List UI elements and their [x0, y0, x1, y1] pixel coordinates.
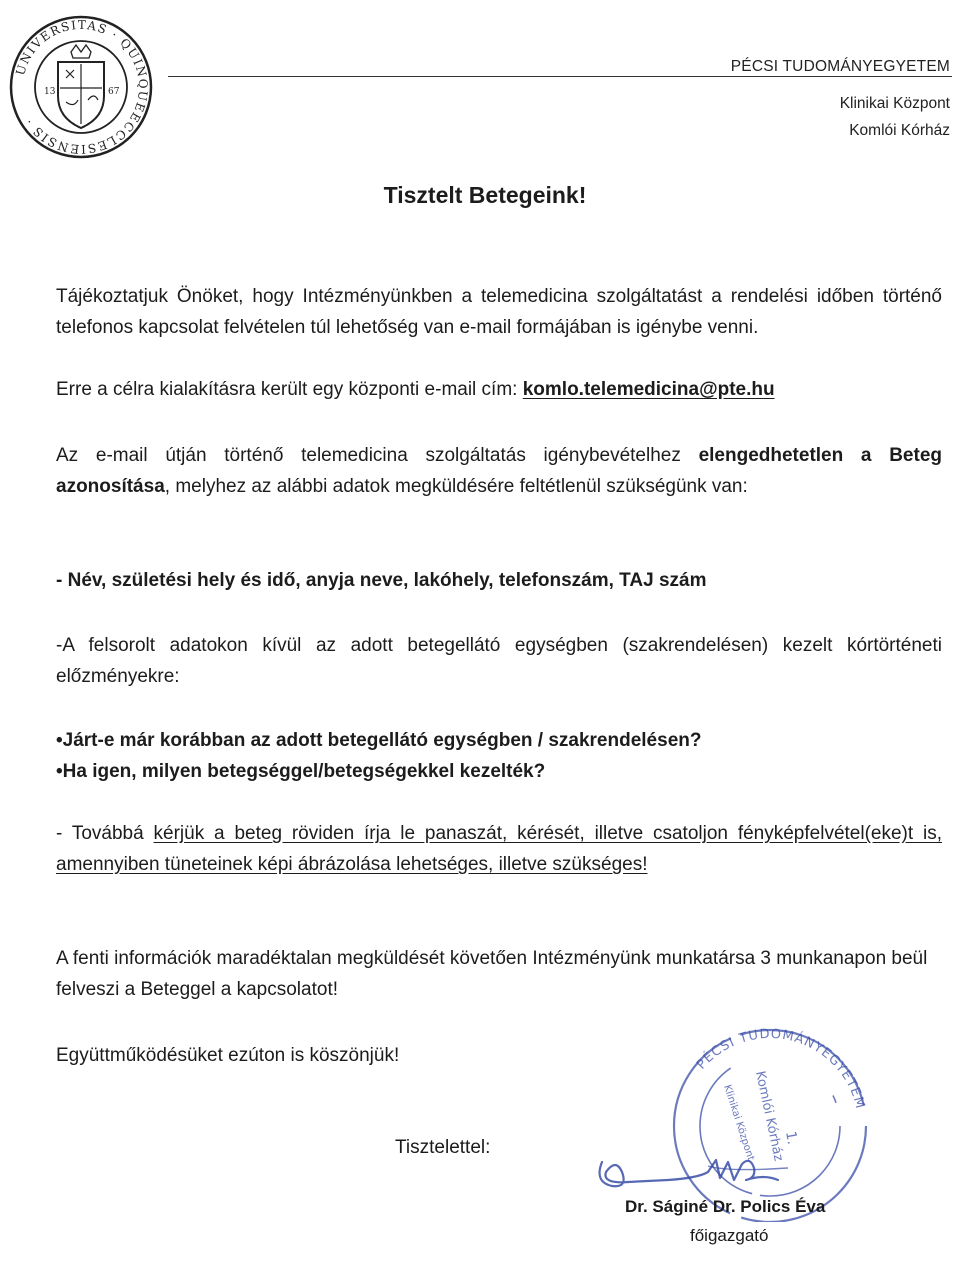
svg-text:13: 13 — [44, 87, 56, 97]
organization-name: PÉCSI TUDOMÁNYEGYETEM — [730, 58, 950, 75]
required-data-list: - Név, születési hely és idő, anyja neve, lakóhely, telefonszám, TAJ szám — [56, 570, 707, 591]
further-underlined: kérjük a beteg röviden írja le panaszát, kérését, illetve csatoljon fényképfelvétel(eke)t is, amennyiben tüneteinek képi ábrázolása lehetséges, illetve szükséges! — [56, 823, 942, 875]
closing-paragraph: A fenti információk maradéktalan megküldését követően Intézményünk munkatársa 3 munkanapon beül felveszi a Beteggel a kapcsolatot! — [56, 948, 928, 1000]
letter-title: Tisztelt Betegeink! — [383, 182, 587, 208]
svg-text:PÉCSI TUDOMÁNYEGYETEM: PÉCSI TUDOMÁNYEGYETEM — [693, 1026, 868, 1111]
requirement-bold: elengedhetetlen a Beteg azonosítása — [56, 445, 942, 497]
further-request — [56, 818, 942, 880]
email-line-text: Erre a célra kialakításra került egy központi e-mail cím: — [56, 379, 523, 400]
svg-text:Klinikai Központ: Klinikai Központ — [721, 1083, 757, 1163]
requirement-text-before: Az e-mail útján történő telemedicina szolgáltatás igénybevételhez — [56, 445, 699, 466]
intro-paragraph: Tájékoztatjuk Önöket, hogy Intézményünkben a telemedicina szolgáltatást a rendelési időben történő telefonos kapcsolat felvételen túl lehetőség van e-mail formájában is igénybe venni. — [56, 286, 942, 338]
history-intro: -A felsorolt adatokon kívül az adott betegellátó egységben (szakrendelésen) kezelt kórtörténeti előzményekre: — [56, 635, 942, 687]
further-prefix: - Továbbá — [56, 823, 154, 844]
svg-text:UNIVERSITAS · QUINQUEECCLESIEN: UNIVERSITAS · QUINQUEECCLESIENSIS · — [13, 17, 151, 157]
email-line — [56, 374, 942, 405]
closing-greeting: Tisztelettel: — [395, 1137, 491, 1158]
svg-text:67: 67 — [108, 87, 120, 97]
signatory-role: főigazgató — [690, 1226, 769, 1245]
svg-text:1.: 1. — [782, 1129, 801, 1146]
svg-text:Komlói Kórház: Komlói Kórház — [752, 1069, 786, 1163]
question-2: •Ha igen, milyen betegséggel/betegségekkel kezelték? — [56, 761, 546, 782]
signatory-name: Dr. Ságiné Dr. Polics Éva — [625, 1197, 826, 1216]
university-seal-logo — [8, 14, 154, 160]
department-name: Klinikai Központ — [839, 95, 950, 112]
requirement-text-after: , melyhez az alábbi adatok megküldésére feltétlenül szükségünk van: — [164, 476, 748, 497]
hospital-name: Komlói Kórház — [849, 122, 950, 139]
thanks-line: Együttműködésüket ezúton is köszönjük! — [56, 1045, 400, 1066]
email-link[interactable]: komlo.telemedicina@pte.hu — [522, 379, 775, 400]
requirement-paragraph — [56, 440, 942, 502]
question-1: •Járt-e már korábban az adott betegellátó egységben / szakrendelésen? — [56, 730, 702, 751]
header-divider — [168, 76, 952, 77]
